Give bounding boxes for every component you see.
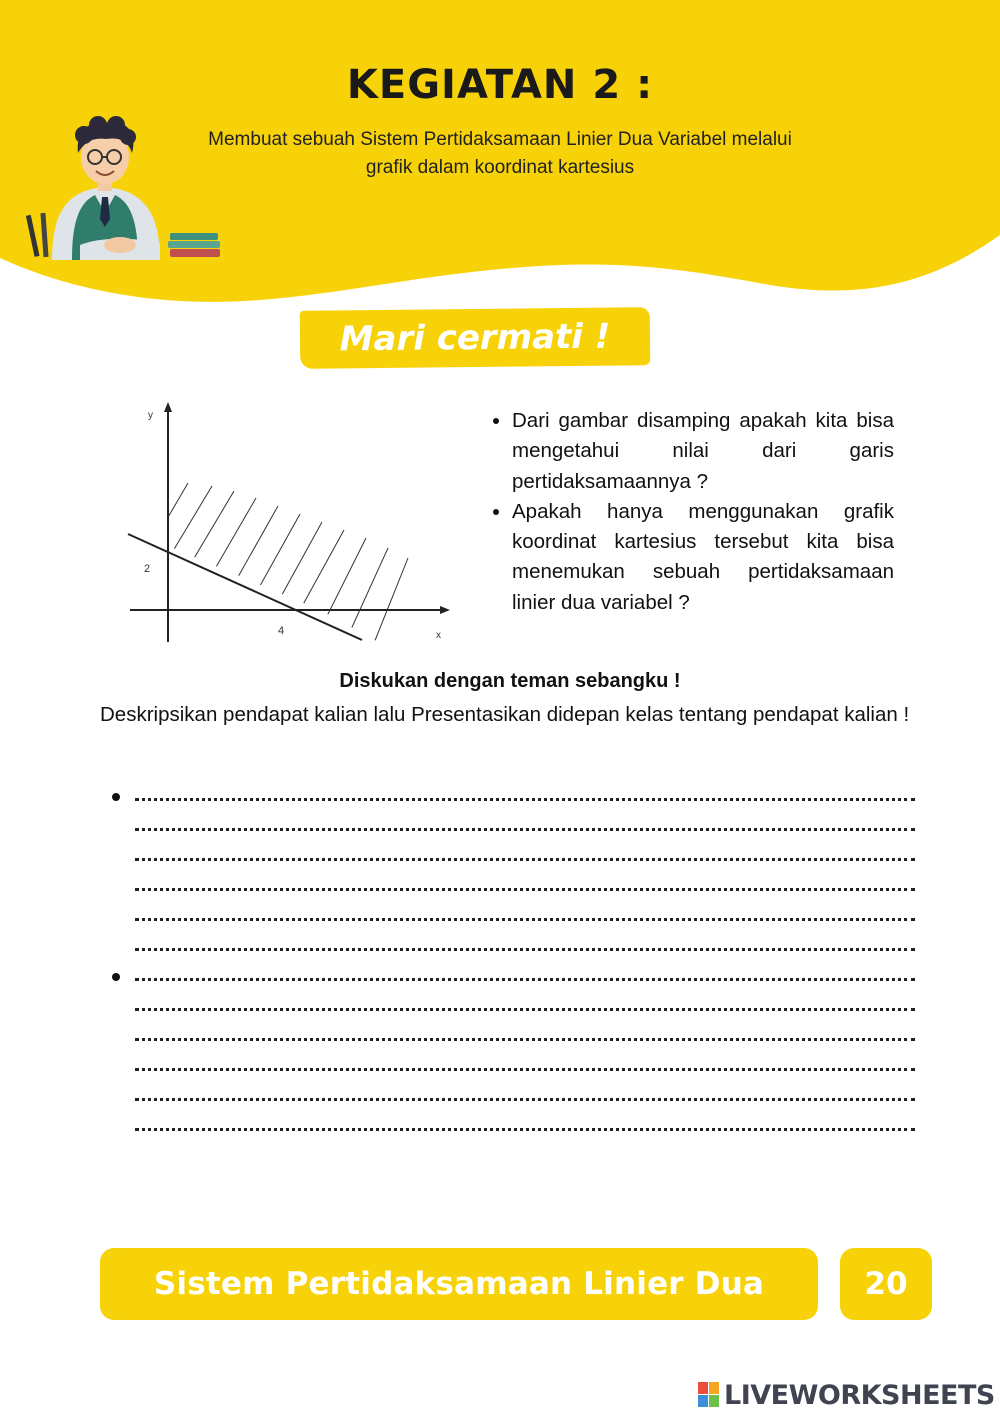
page-number: 20 — [864, 1266, 908, 1302]
question-list — [484, 406, 894, 618]
discussion-title: Diskukan dengan teman sebangku ! — [339, 670, 681, 692]
answer-line[interactable] — [135, 828, 915, 831]
shaded-region — [150, 483, 408, 648]
subtitle-line-2: grafik dalam koordinat kartesius — [365, 157, 635, 178]
page-title: KEGIATAN 2 : — [346, 62, 654, 108]
answer-line[interactable] — [135, 1098, 915, 1101]
x-axis-label: x — [436, 630, 441, 641]
banner-label: Mari cermati ! — [339, 316, 611, 360]
answer-line[interactable] — [135, 1038, 915, 1041]
answer-line[interactable] — [135, 1068, 915, 1071]
question-item: • Dari gambar disamping apakah kita bisa mengetahui nilai dari garis pertidaksamaannya ? — [512, 406, 894, 497]
answer-line[interactable] — [135, 1128, 915, 1131]
inequality-graph — [120, 398, 460, 648]
answer-line[interactable] — [135, 918, 915, 921]
discussion-instruction: Deskripsikan pendapat kalian lalu Presentasikan didepan kelas tentang pendapat kalian ! — [100, 703, 910, 726]
y-intercept-label: 2 — [144, 563, 151, 575]
liveworksheets-text: LIVEWORKSHEETS — [724, 1380, 995, 1411]
answer-line[interactable] — [135, 948, 915, 951]
x-intercept-label: 4 — [278, 625, 285, 637]
teacher-illustration — [20, 115, 230, 265]
answer-line[interactable] — [135, 798, 915, 801]
answer-line[interactable] — [135, 858, 915, 861]
question-item: • Apakah hanya menggunakan grafik koordinat kartesius tersebut kita bisa menemukan sebuah pertidaksamaan linier dua variabel ? — [512, 497, 894, 618]
liveworksheets-icon — [698, 1382, 720, 1408]
footer-topic: Sistem Pertidaksamaan Linier Dua Variabel — [153, 1266, 765, 1374]
boundary-line — [128, 534, 362, 640]
y-axis-label: y — [148, 410, 153, 421]
page-number-box — [840, 1248, 932, 1320]
answer-line[interactable] — [135, 1008, 915, 1011]
subtitle-line-1: Membuat sebuah Sistem Pertidaksamaan Linier Dua Variabel melalui — [208, 129, 792, 150]
answer-bullet — [112, 793, 120, 801]
answer-line[interactable] — [135, 978, 915, 981]
mari-cermati-banner — [300, 307, 651, 369]
answer-line[interactable] — [135, 888, 915, 891]
answer-bullet — [112, 973, 120, 981]
footer-topic-bar — [100, 1248, 818, 1374]
page-subtitle — [170, 126, 830, 182]
